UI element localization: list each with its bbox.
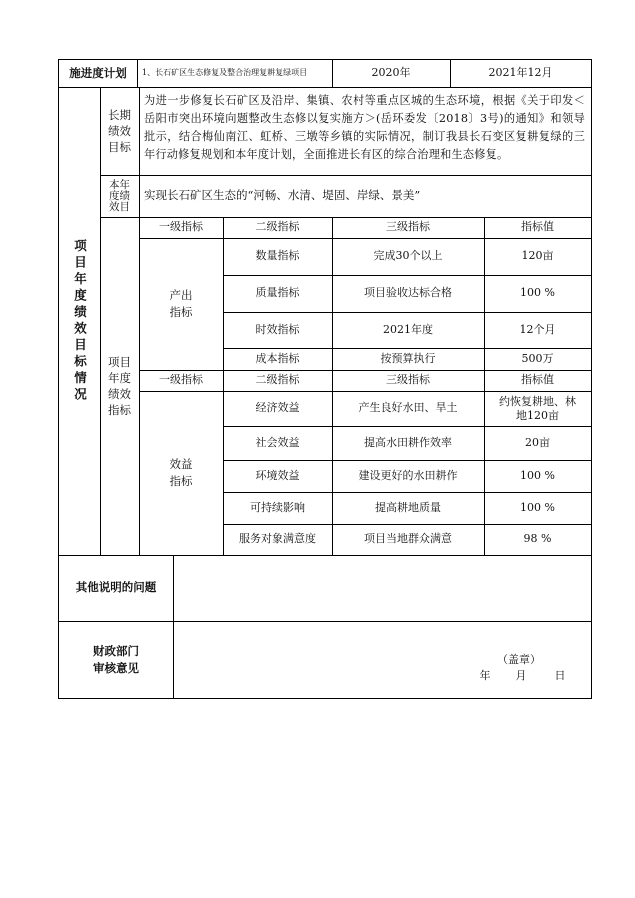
header2-level3: 三级指标	[386, 373, 430, 387]
output-row-2-value: 100 %	[520, 286, 555, 300]
header-level3: 三级指标	[386, 220, 430, 234]
benefit-row-2-value: 20亩	[525, 435, 550, 449]
schedule-item: 1、长石矿区生态修复及整合治理复耕复绿项目	[142, 68, 308, 78]
output-row-3-level3: 2021年度	[383, 322, 433, 336]
schedule-start: 2020年	[371, 66, 411, 80]
long-term-text: 为进一步修复长石矿区及沿岸、集镇、农村等重点区城的生态环境，根据《关于印发＜岳阳市突出环境向题整改生态修以复实施方＞(岳环委发〔2018〕3号)的通知》和领导批示，结合梅仙南江、虹桥、三墩等乡镇的实际情况，制订我县长石变区复耕复绿的三年行动修复规划和本年度计划，全面推进长有区的综合治理和生态修复。	[144, 94, 585, 161]
benefit-row-3-value: 100 %	[520, 468, 555, 482]
indicator-label: 项目年度绩效指标	[108, 355, 131, 417]
long-term-label: 长期绩效目标	[108, 108, 131, 154]
output-row-3-value: 12个月	[519, 322, 556, 336]
seal-text: （盖章）	[497, 652, 541, 666]
benefit-row-2-level3: 提高水田耕作效率	[364, 435, 452, 449]
output-row-1-level3: 完成30个以上	[373, 249, 443, 263]
output-row-2-level3: 项目验收达标合格	[364, 286, 452, 300]
schedule-end: 2021年12月	[488, 66, 553, 80]
section-title	[59, 87, 100, 555]
header2-level2: 二级指标	[255, 373, 300, 387]
benefit-row-5-value: 98 %	[523, 532, 552, 546]
output-row-1-value: 120亩	[521, 249, 554, 263]
other-label: 其他说明的问题	[75, 580, 157, 595]
other-content[interactable]	[174, 555, 591, 621]
finance-label-line1: 财政部门	[93, 643, 139, 658]
benefit-row-5-level2: 服务对象满意度	[239, 532, 316, 546]
output-row-4-value: 500万	[521, 351, 554, 365]
benefit-row-4-value: 100 %	[520, 500, 555, 514]
output-row-3-level2: 时效指标	[255, 322, 300, 336]
finance-label	[59, 621, 173, 698]
benefit-row-1-level3: 产生良好水田、旱土	[358, 401, 458, 415]
annual-label: 本年度绩效目	[109, 178, 130, 213]
header2-value: 指标值	[521, 373, 554, 387]
benefit-row-1-level2: 经济效益	[255, 401, 300, 415]
performance-form-table	[58, 59, 592, 699]
finance-label-line2: 审核意见	[93, 660, 139, 675]
date-month: 月	[515, 668, 527, 682]
benefit-row-3-level2: 环境效益	[255, 468, 300, 482]
header-level1: 一级指标	[159, 220, 203, 234]
benefit-row-4-level2: 可持续影响	[250, 500, 305, 514]
output-row-1-level2: 数量指标	[255, 249, 300, 263]
schedule-label: 施进度计划	[69, 65, 127, 80]
benefit-row-2-level2: 社会效益	[255, 435, 300, 449]
benefit-row-5-level3: 项目当地群众满意	[364, 532, 452, 546]
section-title-text: 项目年度绩效目标情况	[72, 238, 88, 404]
header2-level1: 一级指标	[159, 373, 203, 387]
header-level2: 二级指标	[255, 220, 300, 234]
output-row-2-level2: 质量指标	[255, 286, 300, 300]
date-year: 年	[479, 668, 491, 682]
output-label: 产出指标	[169, 288, 193, 319]
output-row-4-level3: 按预算执行	[380, 351, 436, 365]
benefit-row-3-level3: 建设更好的水田耕作	[358, 468, 458, 482]
date-day: 日	[554, 668, 566, 682]
benefit-row-4-level3: 提高耕地质量	[375, 500, 441, 514]
header-value: 指标值	[521, 220, 554, 234]
benefit-row-1-value: 约恢复耕地、林地120亩	[499, 394, 576, 422]
benefit-label: 效益指标	[169, 457, 193, 488]
annual-text: 实现长石矿区生态的“河畅、水清、堤固、岸绿、景美”	[144, 188, 421, 203]
output-row-4-level2: 成本指标	[255, 351, 300, 365]
